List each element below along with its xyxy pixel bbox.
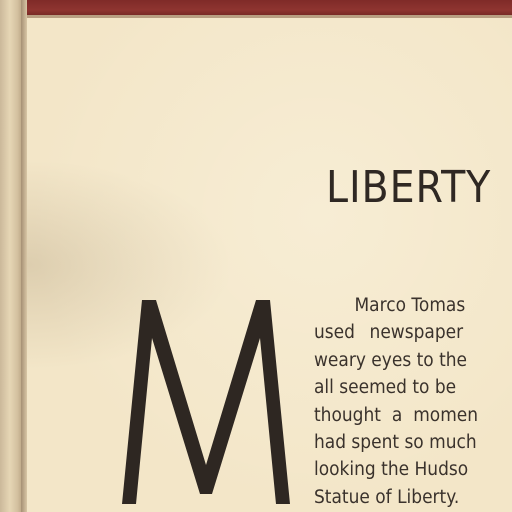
- left-page-edge: [0, 0, 22, 512]
- body-line: used newspaper: [314, 322, 464, 344]
- drop-cap-glyph: [122, 300, 290, 504]
- body-line: had spent so much: [314, 431, 477, 453]
- book-cover-edge: [0, 0, 512, 18]
- body-line: Statue of Liberty.: [314, 486, 460, 508]
- drop-cap-letter: [94, 280, 316, 512]
- body-line: all seemed to be: [314, 377, 457, 399]
- chapter-title: LIBERTY: [326, 162, 492, 213]
- body-line: weary eyes to the: [314, 349, 468, 371]
- body-line: looking the Hudso: [314, 459, 469, 481]
- body-paragraph: [314, 292, 512, 511]
- body-line: Marco Tomas: [354, 295, 466, 316]
- body-line: thought a momen: [314, 404, 479, 426]
